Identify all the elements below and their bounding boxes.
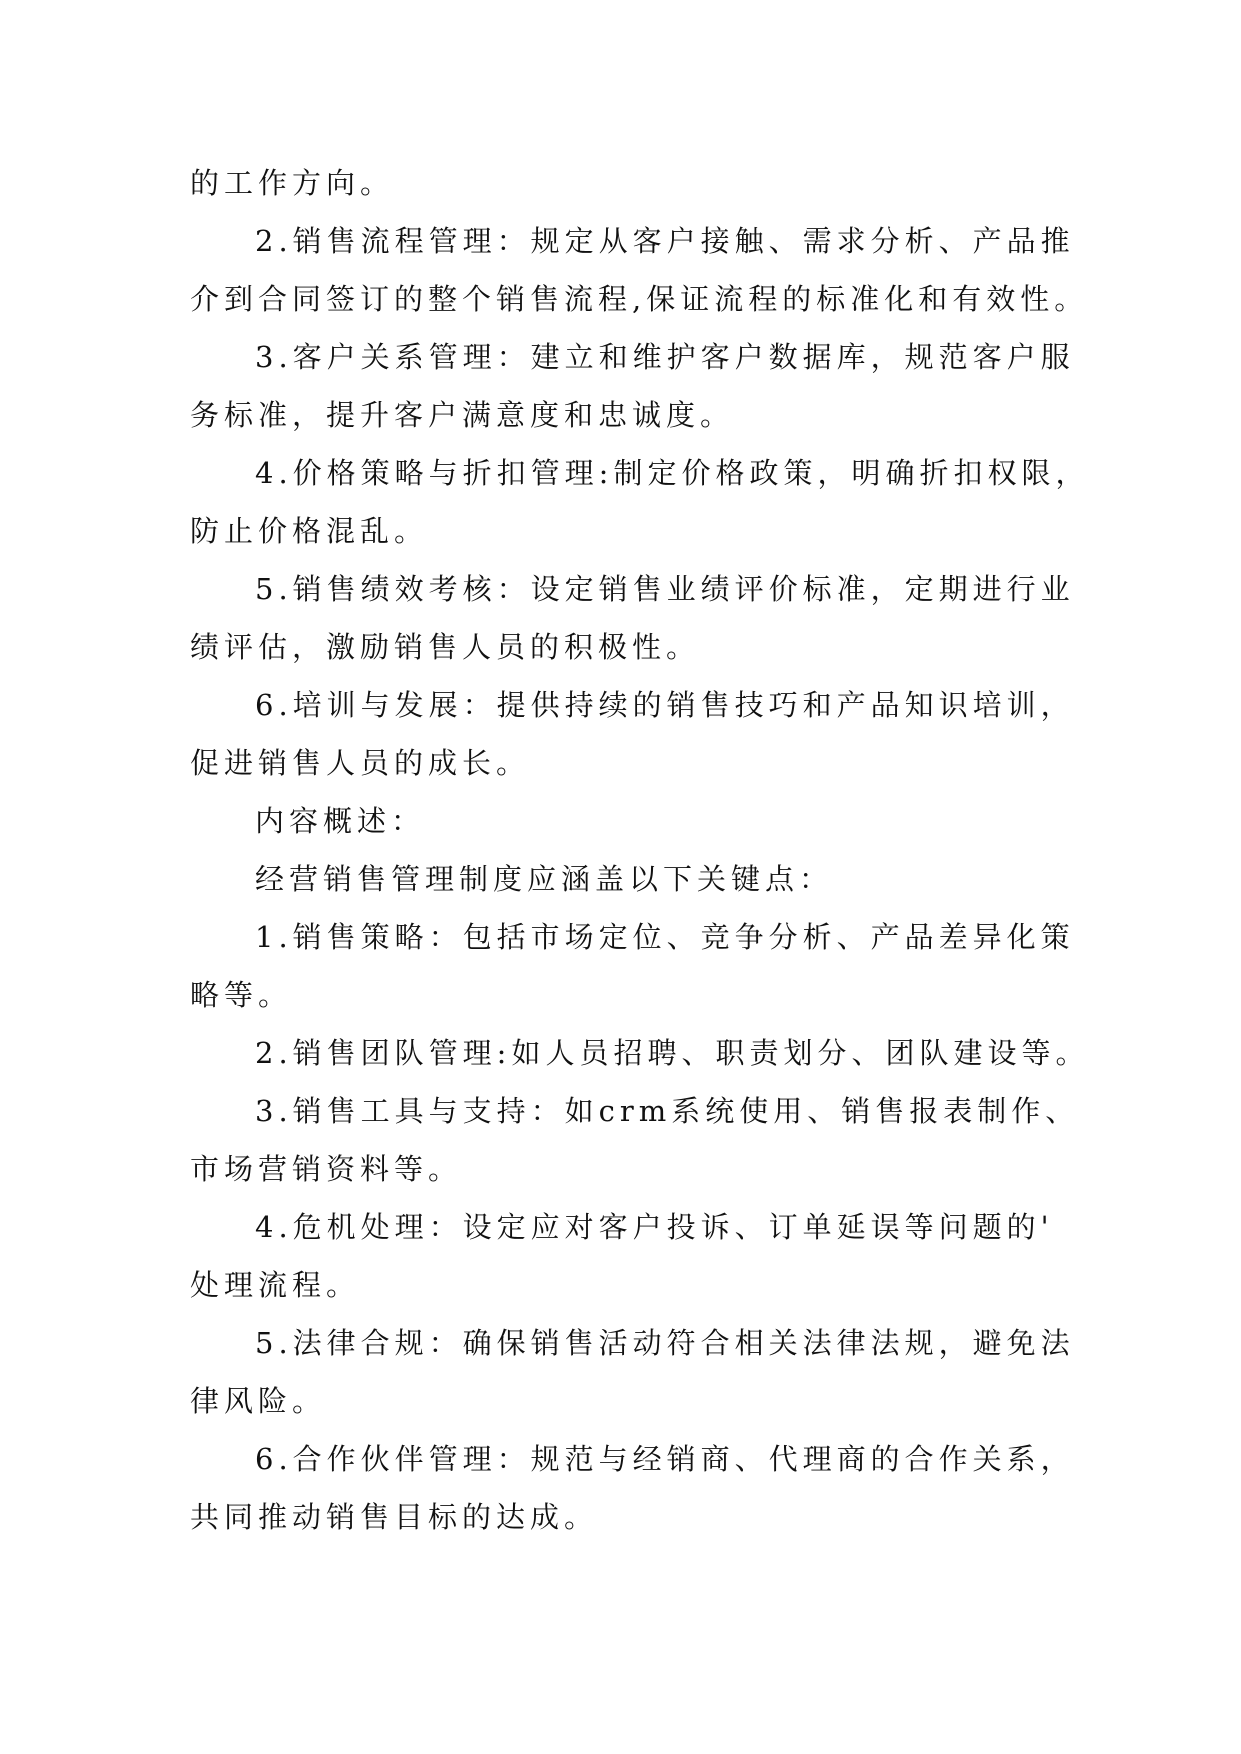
- text-line: 介到合同签订的整个销售流程,保证流程的标准化和有效性。: [190, 282, 1089, 316]
- text-line: 处理流程。: [190, 1268, 361, 1302]
- text-line: 3.销售工具与支持：如crm系统使用、销售报表制作、: [255, 1094, 1080, 1128]
- text-line: 6.合作伙伴管理：规范与经销商、代理商的合作关系，: [255, 1442, 1075, 1476]
- text-line: 防止价格混乱。: [190, 514, 429, 548]
- text-line: 略等。: [190, 978, 293, 1012]
- section-heading: 内容概述：: [255, 804, 426, 838]
- text-line: 共同推动销售目标的达成。: [190, 1500, 599, 1534]
- text-line: 4.价格策略与折扣管理:制定价格政策，明确折扣权限，: [255, 456, 1090, 490]
- text-line: 律风险。: [190, 1384, 327, 1418]
- text-line: 2.销售团队管理:如人员招聘、职责划分、团队建设等。: [255, 1036, 1090, 1070]
- text-line: 4.危机处理：设定应对客户投诉、订单延误等问题的': [255, 1210, 1054, 1244]
- text-line: 绩评估，激励销售人员的积极性。: [190, 630, 701, 664]
- text-line: 3.客户关系管理：建立和维护客户数据库，规范客户服: [255, 340, 1075, 374]
- text-line: 1.销售策略：包括市场定位、竞争分析、产品差异化策: [255, 920, 1075, 954]
- text-line: 市场营销资料等。: [190, 1152, 463, 1186]
- text-line: 2.销售流程管理：规定从客户接触、需求分析、产品推: [255, 224, 1075, 258]
- text-line: 6.培训与发展：提供持续的销售技巧和产品知识培训，: [255, 688, 1075, 722]
- text-line: 5.销售绩效考核：设定销售业绩评价标准，定期进行业: [255, 572, 1075, 606]
- text-line: 5.法律合规：确保销售活动符合相关法律法规，避免法: [255, 1326, 1075, 1360]
- text-line: 促进销售人员的成长。: [190, 746, 531, 780]
- text-line: 务标准，提升客户满意度和忠诚度。: [190, 398, 735, 432]
- text-line: 经营销售管理制度应涵盖以下关键点：: [255, 862, 834, 896]
- text-line: 的工作方向。: [190, 166, 395, 200]
